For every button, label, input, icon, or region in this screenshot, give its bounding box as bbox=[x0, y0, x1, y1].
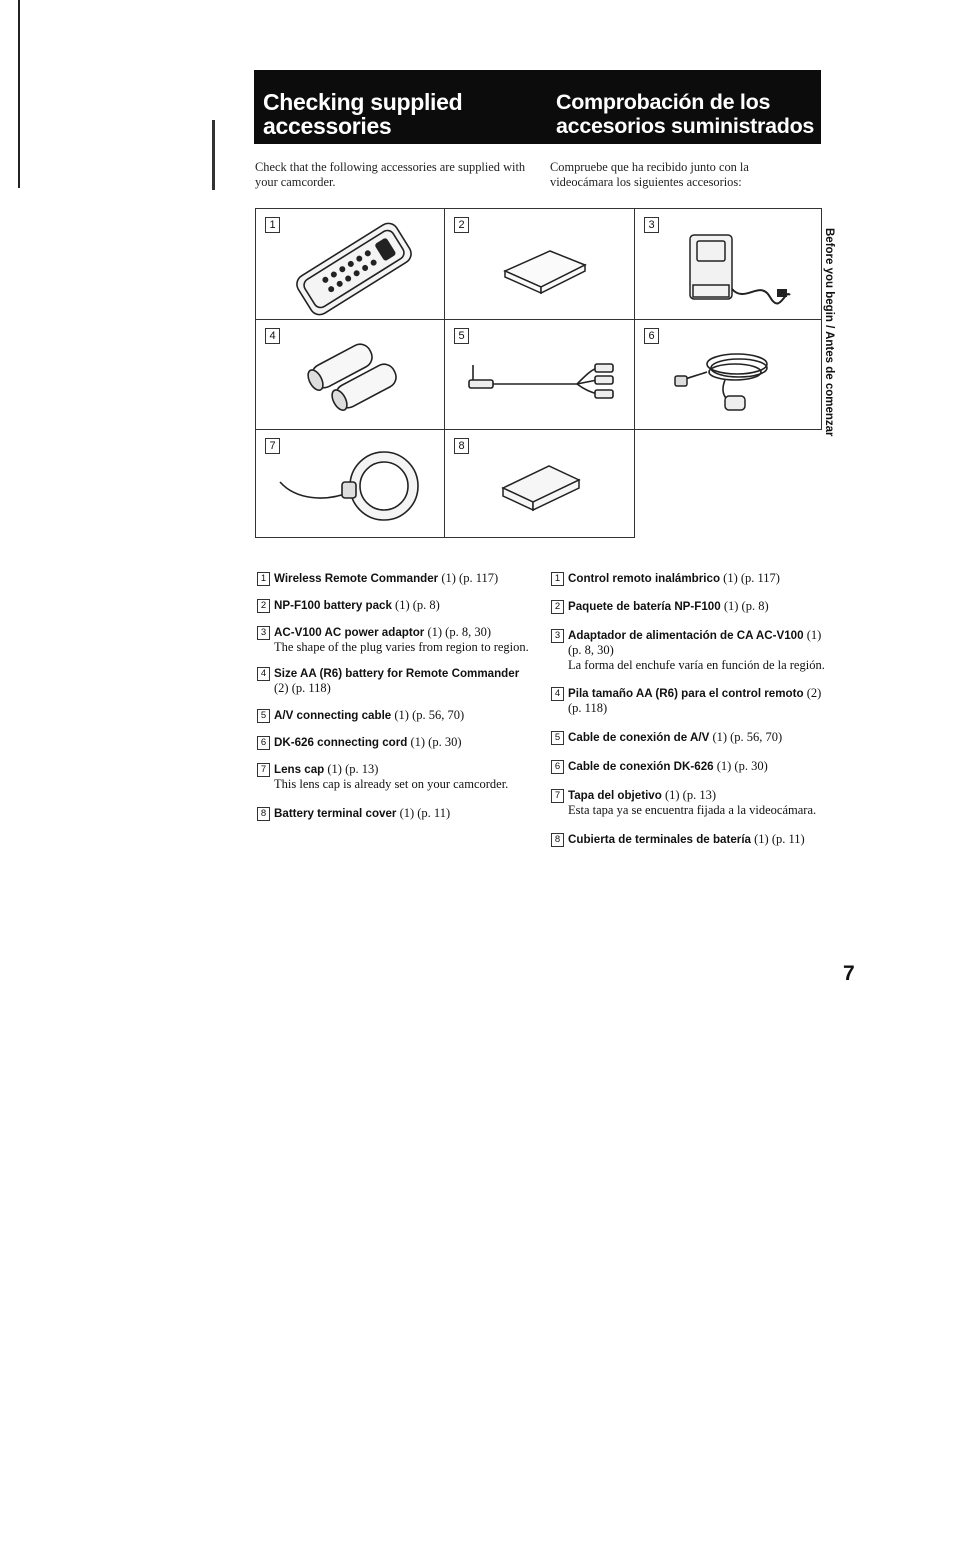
accessory-figure bbox=[255, 208, 822, 538]
figure-label-1: 1 bbox=[265, 217, 280, 233]
item-detail: (1) (p. 56, 70) bbox=[709, 730, 783, 744]
item-number: 4 bbox=[257, 667, 270, 681]
figure-label-3: 3 bbox=[644, 217, 659, 233]
figure-label-5: 5 bbox=[454, 328, 469, 344]
item-detail: (1) (p. 13) bbox=[661, 788, 716, 802]
item-detail: (1) (p. 30) bbox=[713, 759, 768, 773]
item-name: Size AA (R6) battery for Remote Commander bbox=[274, 667, 520, 680]
list-item bbox=[551, 832, 826, 847]
list-item bbox=[257, 598, 532, 613]
item-number: 7 bbox=[551, 789, 564, 803]
item-name: Tapa del objetivo bbox=[568, 789, 662, 802]
dk626-cord-illustration bbox=[635, 320, 823, 431]
list-item bbox=[257, 735, 532, 750]
item-number: 2 bbox=[257, 599, 270, 613]
item-name: Adaptador de alimentación de CA AC-V100 bbox=[568, 629, 804, 642]
item-detail: (1) (p. 11) bbox=[751, 832, 805, 846]
intro-english: Check that the following accessories are supplied with your camcorder. bbox=[255, 160, 526, 189]
item-detail: (2) (p. 118) bbox=[568, 686, 822, 715]
list-item bbox=[257, 571, 532, 586]
item-note: This lens cap is already set on your camcorder. bbox=[274, 777, 509, 791]
figure-cell-lens-cap bbox=[255, 429, 445, 538]
figure-label-4: 4 bbox=[265, 328, 280, 344]
lens-cap-illustration bbox=[256, 430, 446, 539]
item-detail: (1) (p. 30) bbox=[407, 735, 462, 749]
binder-line bbox=[18, 0, 20, 188]
item-number: 2 bbox=[551, 600, 564, 614]
item-detail: (1) (p. 56, 70) bbox=[391, 708, 465, 722]
list-item bbox=[551, 686, 826, 716]
item-name: A/V connecting cable bbox=[274, 709, 392, 722]
list-item bbox=[551, 628, 826, 673]
item-detail: (1) (p. 117) bbox=[438, 571, 499, 585]
item-number: 1 bbox=[257, 572, 270, 586]
aa-batteries-illustration bbox=[256, 320, 446, 431]
item-name: AC-V100 AC power adaptor bbox=[274, 626, 425, 639]
list-item bbox=[257, 708, 532, 723]
item-name: Lens cap bbox=[274, 763, 325, 776]
figure-cell-dk626-cord bbox=[634, 319, 822, 430]
ac-adaptor-illustration bbox=[635, 209, 823, 321]
accessory-list-english bbox=[257, 571, 532, 821]
figure-label-8: 8 bbox=[454, 438, 469, 454]
figure-label-2: 2 bbox=[454, 217, 469, 233]
list-item bbox=[551, 571, 826, 586]
accessory-list-spanish bbox=[551, 571, 826, 847]
item-number: 5 bbox=[551, 731, 564, 745]
item-number: 6 bbox=[551, 760, 564, 774]
title-spanish: Comprobación de los accesorios suministrados bbox=[556, 90, 815, 138]
av-cable-illustration bbox=[445, 320, 636, 431]
item-number: 6 bbox=[257, 736, 270, 750]
list-item bbox=[551, 788, 826, 818]
figure-cell-aa-batteries bbox=[255, 319, 445, 430]
figure-label-7: 7 bbox=[265, 438, 280, 454]
item-name: NP-F100 battery pack bbox=[274, 599, 392, 612]
list-item bbox=[257, 666, 532, 696]
section-side-tab-text: Before you begin / Antes de comenzar bbox=[823, 228, 835, 437]
item-number: 3 bbox=[257, 626, 270, 640]
item-note: The shape of the plug varies from region to region. bbox=[274, 640, 529, 654]
item-number: 7 bbox=[257, 763, 270, 777]
item-number: 3 bbox=[551, 629, 564, 643]
item-name: Cable de conexión de A/V bbox=[568, 731, 710, 744]
figure-cell-terminal-cover bbox=[444, 429, 635, 538]
figure-label-6: 6 bbox=[644, 328, 659, 344]
list-item bbox=[551, 759, 826, 774]
title-english: Checking supplied accessories bbox=[263, 89, 463, 139]
page-number: 7 bbox=[843, 962, 855, 985]
item-detail: (1) (p. 8) bbox=[391, 598, 440, 612]
intro-spanish: Compruebe que ha recibido junto con la videocámara los siguientes accesorios: bbox=[550, 160, 749, 189]
figure-cell-remote bbox=[255, 208, 445, 320]
figure-cell-battery-pack bbox=[444, 208, 635, 320]
item-number: 4 bbox=[551, 687, 564, 701]
item-detail: (1) (p. 8) bbox=[720, 599, 769, 613]
item-detail: (1) (p. 8, 30) bbox=[568, 628, 822, 657]
item-number: 8 bbox=[551, 833, 564, 847]
item-name: Control remoto inalámbrico bbox=[568, 572, 721, 585]
item-name: Pila tamaño AA (R6) para el control remoto bbox=[568, 687, 804, 700]
title-banner bbox=[254, 70, 821, 144]
battery-pack-illustration bbox=[445, 209, 636, 321]
item-name: Wireless Remote Commander bbox=[274, 572, 439, 585]
item-number: 5 bbox=[257, 709, 270, 723]
list-item bbox=[257, 625, 532, 655]
figure-cell-av-cable bbox=[444, 319, 635, 430]
item-name: DK-626 connecting cord bbox=[274, 736, 408, 749]
item-detail: (2) (p. 118) bbox=[274, 681, 331, 695]
list-item bbox=[551, 730, 826, 745]
scan-mark bbox=[212, 120, 215, 190]
item-name: Paquete de batería NP-F100 bbox=[568, 600, 721, 613]
item-number: 8 bbox=[257, 807, 270, 821]
terminal-cover-illustration bbox=[445, 430, 636, 539]
item-detail: (1) (p. 117) bbox=[720, 571, 780, 585]
figure-cell-ac-adaptor bbox=[634, 208, 822, 320]
section-side-tab bbox=[823, 228, 844, 438]
list-item bbox=[257, 806, 532, 821]
item-name: Battery terminal cover bbox=[274, 807, 397, 820]
list-item bbox=[551, 599, 826, 614]
remote-commander-illustration bbox=[256, 209, 446, 321]
item-detail: (1) (p. 13) bbox=[324, 762, 379, 776]
item-detail: (1) (p. 11) bbox=[396, 806, 451, 820]
list-item bbox=[257, 762, 532, 792]
item-name: Cable de conexión DK-626 bbox=[568, 760, 714, 773]
item-note: La forma del enchufe varía en función de la región. bbox=[568, 658, 825, 672]
item-number: 1 bbox=[551, 572, 564, 586]
item-name: Cubierta de terminales de batería bbox=[568, 833, 751, 846]
item-detail: (1) (p. 8, 30) bbox=[424, 625, 491, 639]
item-note: Esta tapa ya se encuentra fijada a la videocámara. bbox=[568, 803, 817, 817]
